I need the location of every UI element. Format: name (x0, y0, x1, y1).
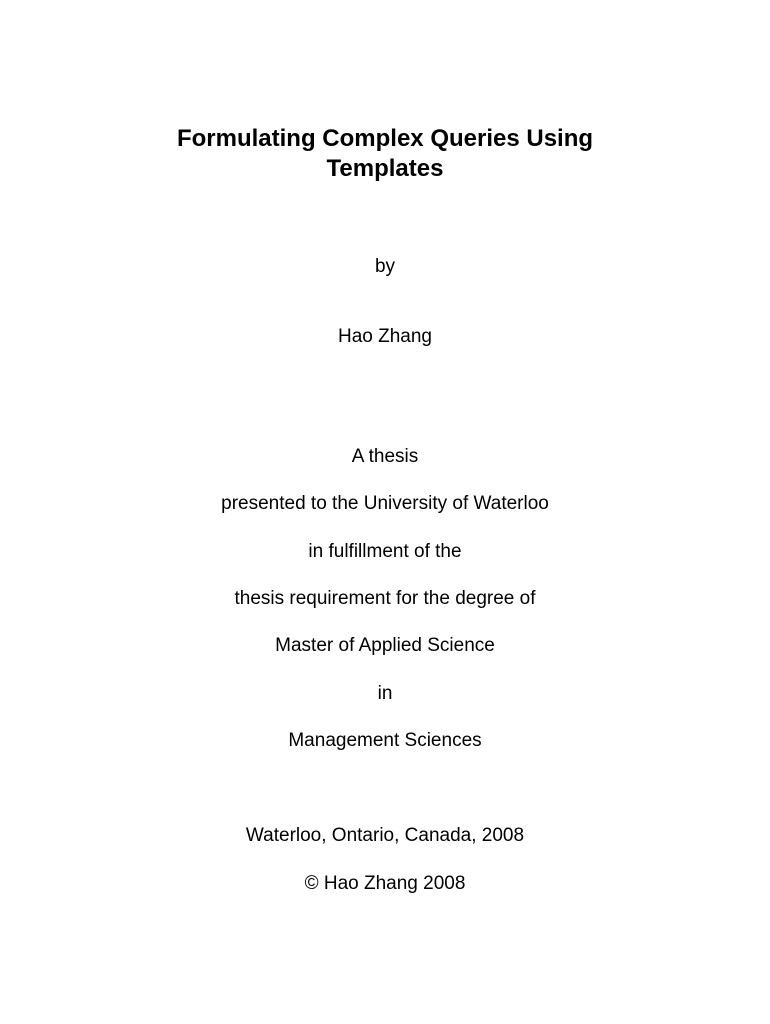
location-year: Waterloo, Ontario, Canada, 2008 (245, 825, 525, 846)
author-name: Hao Zhang (337, 326, 432, 347)
thesis-title-line-1: Formulating Complex Queries Using (176, 125, 594, 152)
statement-line-3: in fulfillment of the (308, 541, 462, 562)
degree-name: Master of Applied Science (275, 635, 495, 656)
by-label: by (374, 256, 396, 277)
statement-line-1: A thesis (351, 446, 419, 467)
department-name: Management Sciences (288, 730, 482, 751)
copyright-notice: © Hao Zhang 2008 (304, 873, 466, 894)
statement-line-6: in (377, 683, 393, 704)
thesis-title-line-2: Templates (326, 155, 444, 182)
statement-line-4: thesis requirement for the degree of (234, 588, 536, 609)
statement-line-2: presented to the University of Waterloo (221, 493, 549, 514)
